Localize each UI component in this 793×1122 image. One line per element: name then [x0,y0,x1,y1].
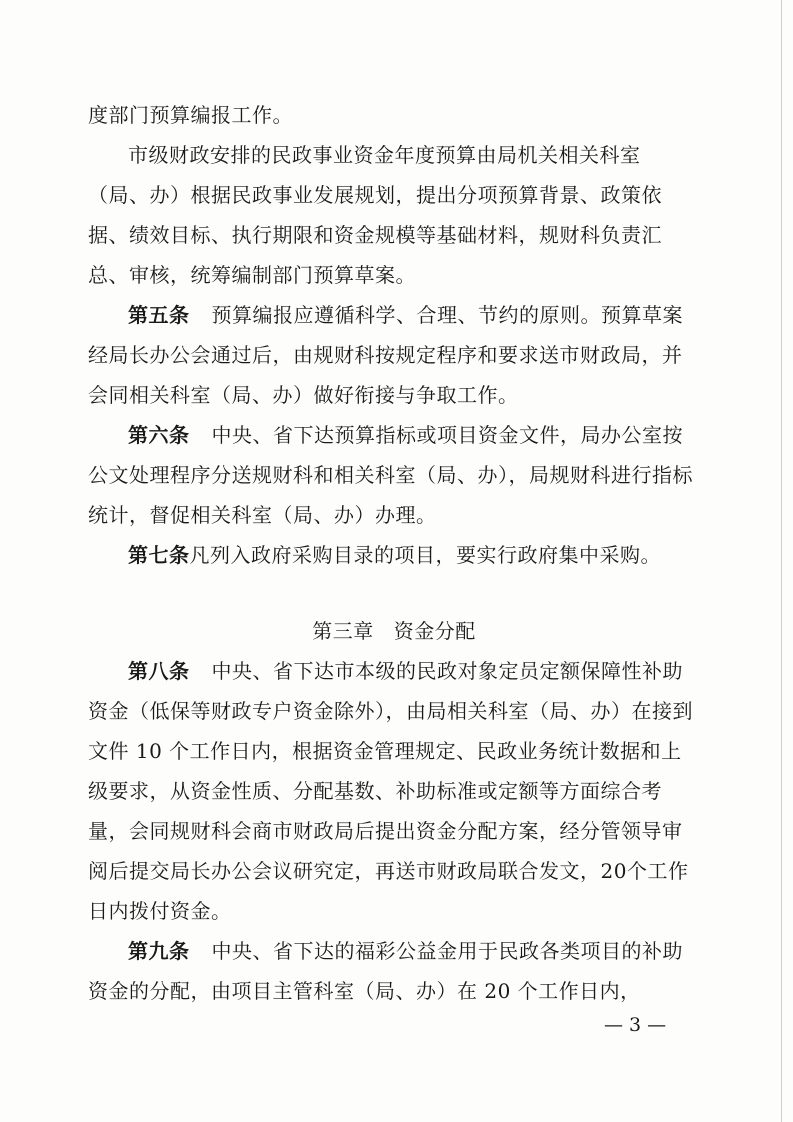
document-body [88,95,700,1011]
chapter-title: 资金分配 [393,619,476,643]
chapter-number: 第三章 [312,619,374,643]
chapter-heading [88,611,700,651]
article-label: 第九条 [128,939,190,963]
article-label: 第五条 [128,303,190,327]
paragraph-text: 度部门预算编报工作。 [88,103,293,127]
paragraph [88,135,700,295]
article-label: 第七条 [128,543,190,567]
article-6 [88,415,700,535]
article-text: 预算编报应遵循科学、合理、节约的原则。预算草案经局长办公会通过后，由规财科按规定程序和要求送市财政局，并会同相关科室（局、办）做好衔接与争取工作。 [88,303,683,407]
paragraph-continuation [88,95,700,135]
scan-edge-line [781,0,782,1122]
article-7 [88,535,700,575]
article-text: 中央、省下达市本级的民政对象定员定额保障性补助资金（低保等财政专户资金除外），由局相关科室（局、办）在接到文件 10 个工作日内，根据资金管理规定、民政业务统计数据和上级要求，从资金性质、分配基数、补助标准或定额等方面综合考量，会同规财科会商市财政局后提出资金分配方案，经分管领导审阅后提交局长办公会议研究定，再送市财政局联合发文，20个工作日内拨付资金。 [88,659,693,923]
page-number: — 3 — [604,1014,667,1036]
article-label: 第八条 [128,659,190,683]
article-text: 中央、省下达预算指标或项目资金文件，局办公室按公文处理程序分送规财科和相关科室（局、办），局规财科进行指标统计，督促相关科室（局、办）办理。 [88,423,693,527]
article-text: 凡列入政府采购目录的项目，要实行政府集中采购。 [189,543,661,567]
article-9 [88,931,700,1011]
paragraph-text: 市级财政安排的民政事业资金年度预算由局机关相关科室（局、办）根据民政事业发展规划，提出分项预算背景、政策依据、绩效目标、执行期限和资金规模等基础材料，规财科负责汇总、审核，统筹编制部门预算草案。 [88,143,662,287]
article-8 [88,651,700,931]
article-5 [88,295,700,415]
article-label: 第六条 [128,423,190,447]
article-text: 中央、省下达的福彩公益金用于民政各类项目的补助资金的分配，由项目主管科室（局、办）在 20 个工作日内， [88,939,683,1003]
